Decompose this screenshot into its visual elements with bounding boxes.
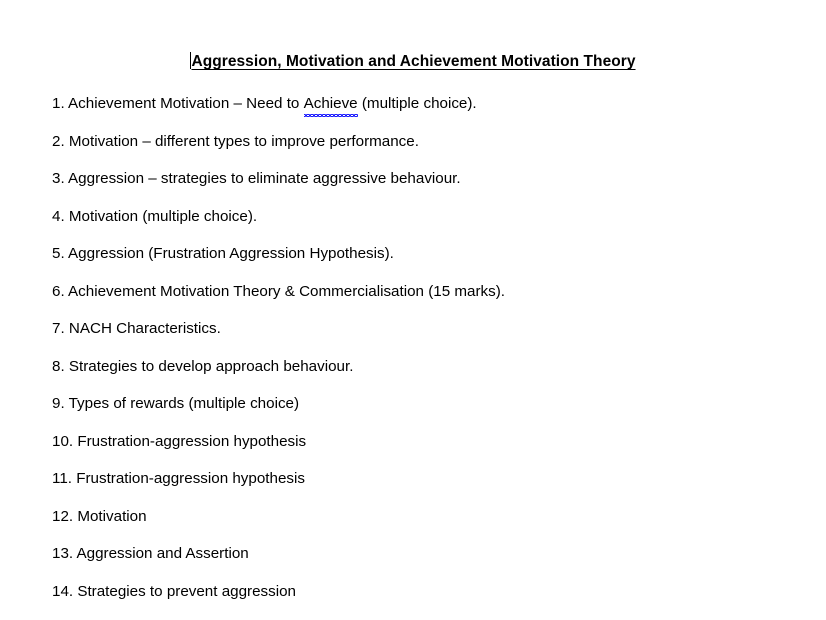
list-item[interactable] <box>52 582 772 602</box>
document-title-row <box>0 52 826 72</box>
list-item[interactable] <box>52 319 772 339</box>
list-item[interactable] <box>52 432 772 452</box>
document-body[interactable] <box>52 94 772 619</box>
page-title[interactable]: Aggression, Motivation and Achievement Motivation Theory <box>191 53 636 70</box>
list-item-label: 5. Aggression (Frustration Aggression Hypothesis). <box>52 245 394 262</box>
list-item-label: 4. Motivation (multiple choice). <box>52 207 258 225</box>
list-item-text-1b: Achievement Motivation – Need to <box>64 95 304 112</box>
list-item-label: 7. NACH Characteristics. <box>52 320 221 337</box>
list-item[interactable] <box>52 94 772 114</box>
list-item[interactable] <box>52 207 772 227</box>
list-item[interactable] <box>52 357 772 377</box>
list-item-label: 12. Motivation <box>52 507 147 525</box>
list-item[interactable] <box>52 132 772 152</box>
list-item[interactable] <box>52 169 772 189</box>
spellcheck-word[interactable]: Achieve <box>303 95 358 112</box>
list-item[interactable] <box>52 394 772 414</box>
list-item[interactable] <box>52 544 772 564</box>
list-item-label: 3. Aggression – strategies to eliminate aggressive behaviour. <box>52 170 461 187</box>
list-item[interactable] <box>52 507 772 527</box>
list-item-label: 9. Types of rewards (multiple choice) <box>52 395 300 412</box>
list-item-label: 6. Achievement Motivation Theory & Commercialisation (15 marks). <box>52 282 505 300</box>
list-item-label: 14. Strategies to prevent aggression <box>52 582 296 600</box>
list-item-label: 2. Motivation – different types to improve performance. <box>52 132 419 150</box>
list-item-label: 10. Frustration-aggression hypothesis <box>52 432 307 450</box>
list-item[interactable] <box>52 282 772 302</box>
list-item-label: 11. Frustration-aggression hypothesis <box>52 470 305 487</box>
list-item-label: 13. Aggression and Assertion <box>52 545 249 562</box>
list-item[interactable] <box>52 244 772 264</box>
list-item-label: 8. Strategies to develop approach behaviour. <box>52 357 354 375</box>
list-item-text-1c: (multiple choice). <box>357 95 477 112</box>
list-item-text-1a: 1. <box>52 95 65 112</box>
list-item[interactable] <box>52 469 772 489</box>
